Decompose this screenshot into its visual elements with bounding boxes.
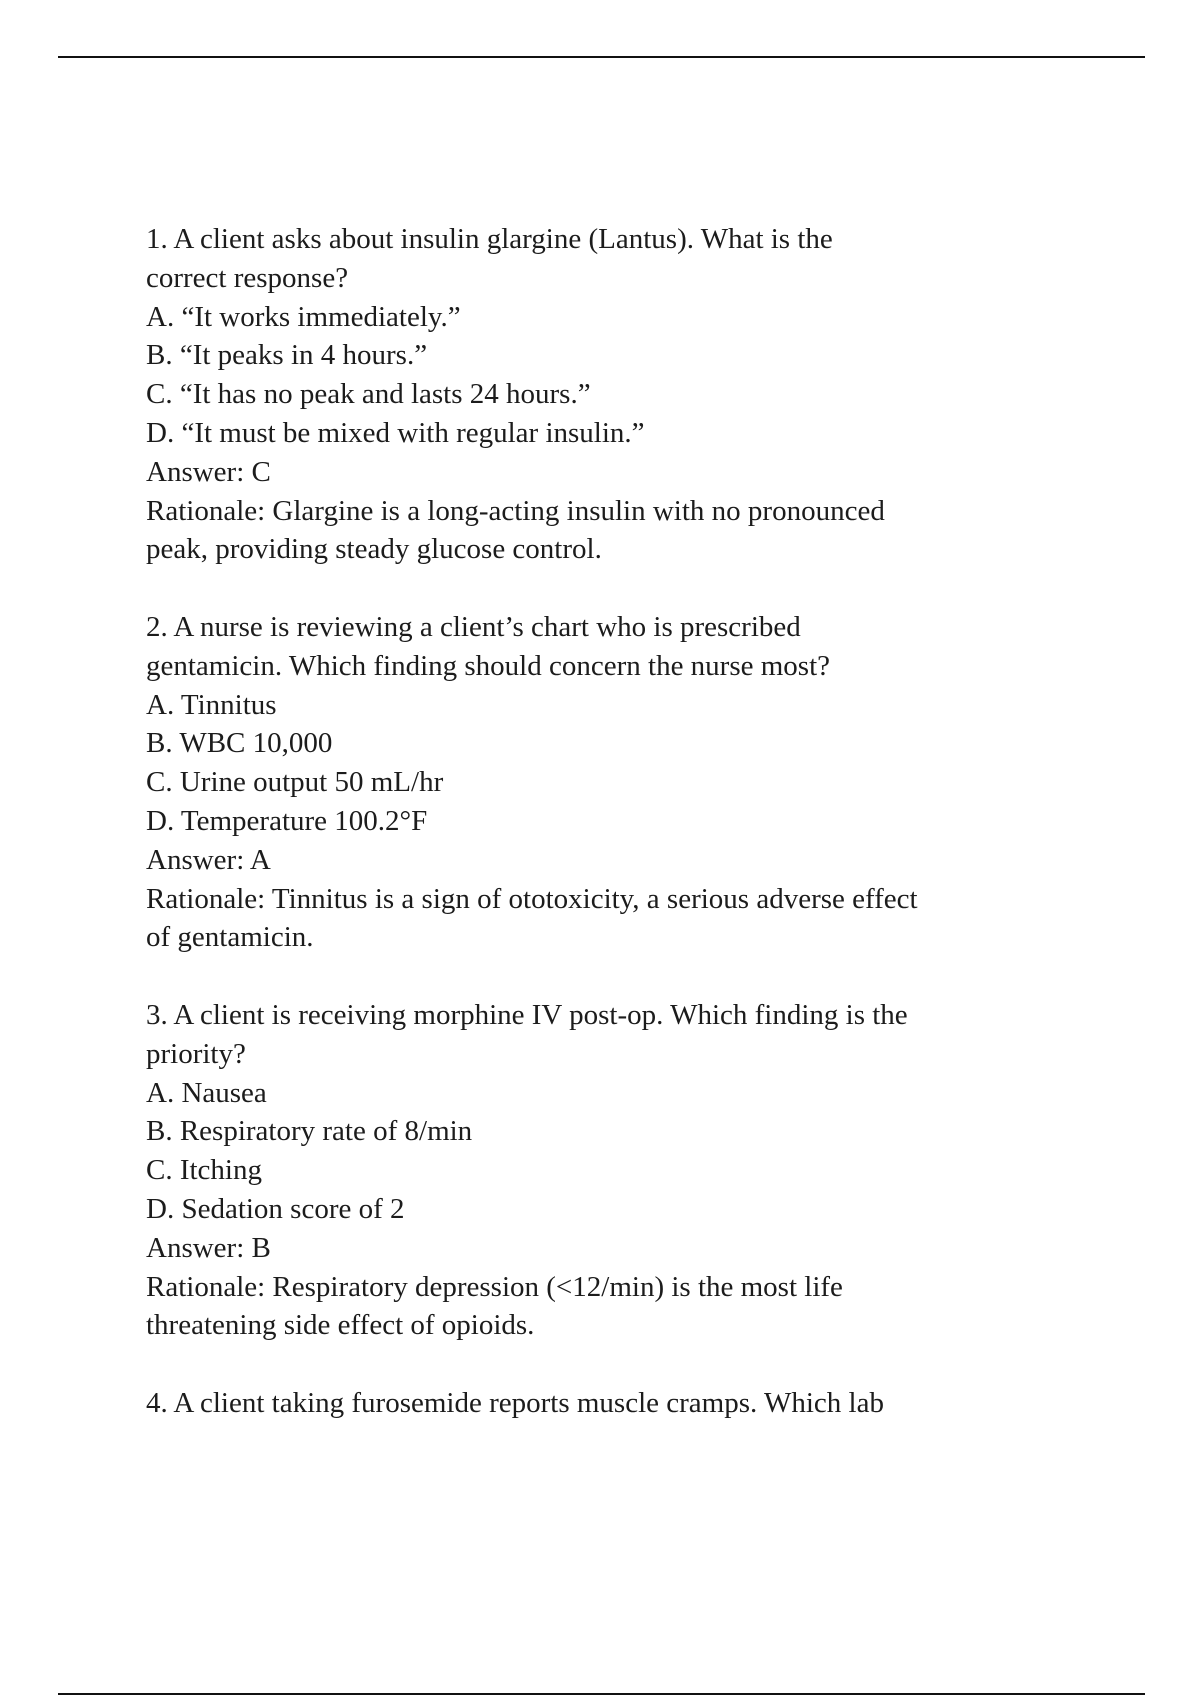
answer-key: Answer: B	[146, 1231, 271, 1264]
question-stem: 1. A client asks about insulin glargine (Lantus). What is the	[146, 223, 833, 255]
answer-option-a: A. “It works immediately.”	[146, 300, 461, 333]
rationale: threatening side effect of opioids.	[146, 1309, 535, 1342]
answer-option-a: A. Nausea	[146, 1076, 267, 1109]
question-4	[146, 1384, 1046, 1423]
question-stem: correct response?	[146, 261, 349, 294]
question-stem: gentamicin. Which finding should concern the nurse most?	[146, 649, 831, 682]
question-stem: priority?	[146, 1037, 246, 1070]
header-rule	[58, 56, 1145, 58]
answer-option-d: D. Temperature 100.2°F	[146, 804, 428, 837]
document-body	[146, 220, 1046, 1462]
answer-option-b: B. Respiratory rate of 8/min	[146, 1115, 473, 1148]
question-3	[146, 996, 1046, 1345]
question-2	[146, 608, 1046, 957]
answer-key: Answer: C	[146, 455, 271, 488]
question-1	[146, 220, 1046, 569]
question-stem: 4. A client taking furosemide reports muscle cramps. Which lab	[146, 1386, 884, 1419]
answer-option-c: C. Itching	[146, 1154, 262, 1187]
rationale: Rationale: Glargine is a long-acting insulin with no pronounced	[146, 494, 885, 527]
question-stem: 3. A client is receiving morphine IV post-op. Which finding is the	[146, 998, 908, 1031]
answer-option-c: C. Urine output 50 mL/hr	[146, 766, 444, 799]
question-stem: 2. A nurse is reviewing a client’s chart who is prescribed	[146, 610, 801, 643]
answer-option-a: A. Tinnitus	[146, 688, 277, 721]
answer-option-b: B. WBC 10,000	[146, 727, 333, 760]
answer-option-d: D. Sedation score of 2	[146, 1192, 405, 1225]
answer-option-d: D. “It must be mixed with regular insulin.”	[146, 416, 645, 449]
answer-option-c: C. “It has no peak and lasts 24 hours.”	[146, 378, 591, 411]
answer-key: Answer: A	[146, 843, 271, 876]
footer-rule	[58, 1693, 1145, 1695]
rationale: of gentamicin.	[146, 921, 314, 954]
rationale: Rationale: Tinnitus is a sign of ototoxicity, a serious adverse effect	[146, 882, 918, 915]
rationale: Rationale: Respiratory depression (<12/min) is the most life	[146, 1270, 843, 1303]
rationale: peak, providing steady glucose control.	[146, 533, 602, 566]
answer-option-b: B. “It peaks in 4 hours.”	[146, 339, 428, 372]
